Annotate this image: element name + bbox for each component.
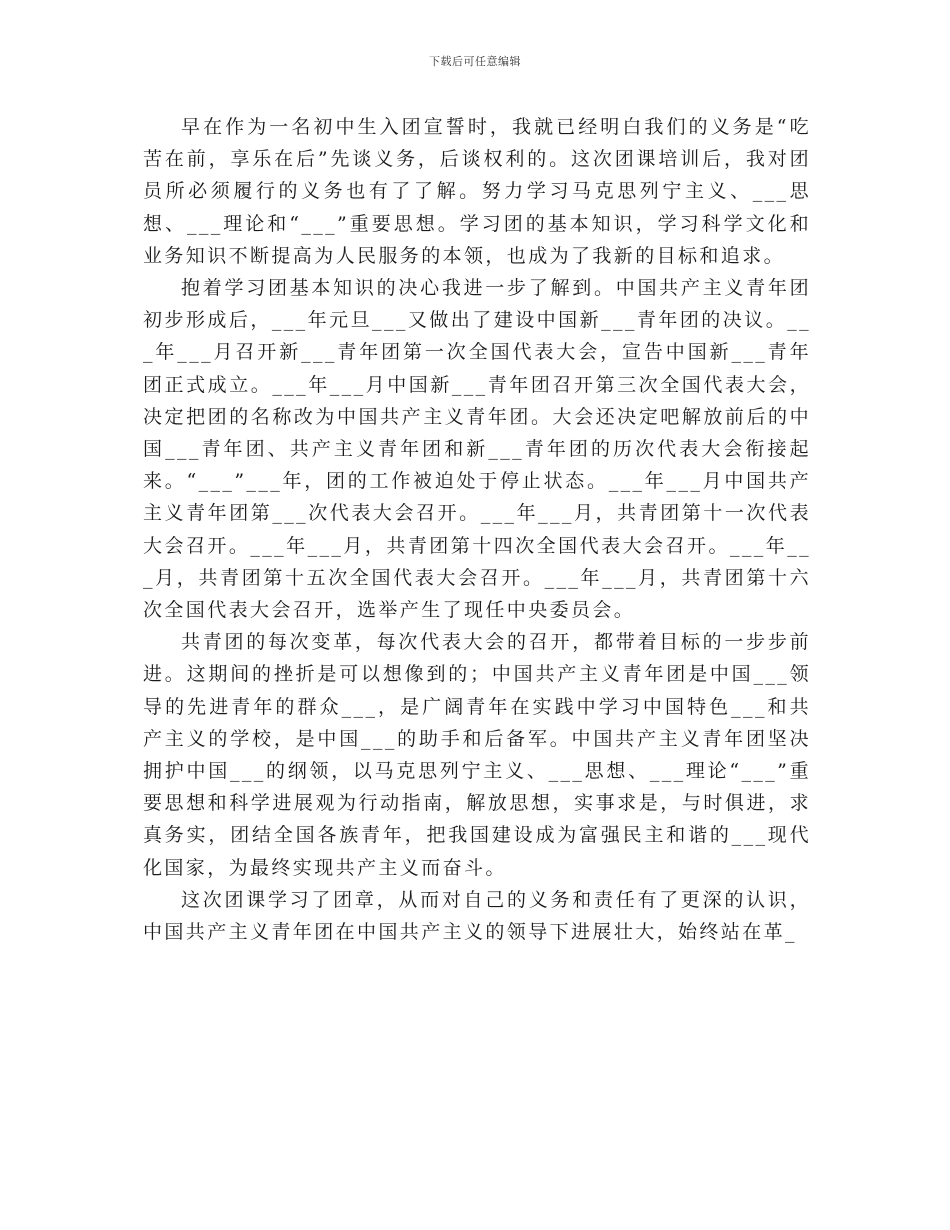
paragraph-1: 早在作为一名初中生入团宣誓时，我就已经明白我们的义务是“吃苦在前，享乐在后”先谈义务，后谈权利的。这次团课培训后，我对团员所必须履行的义务也有了了解。努力学习马克思列宁主义、___思想、___理论和“___”重要思想。学习团的基本知识，学习科学文化和业务知识不断提高为人民服务的本领，也成为了我新的目标和追求。 [143, 116, 811, 267]
paragraph-2: 抱着学习团基本知识的决心我进一步了解到。中国共产主义青年团初步形成后，___年元旦___又做出了建设中国新___青年团的决议。___年___月召开新___青年团第一次全国代表大会，宣告中国新___青年团正式成立。___年___月中国新___青年团召开第三次全国代表大会，决定把团的名称改为中国共产主义青年团。大会还决定吧解放前后的中国___青年团、共产主义青年团和新___青年团的历次代表大会衔接起来。“___”___年，团的工作被迫处于停止状态。___年___月中国共产主义青年团第___次代表大会召开。___年___月，共青团第十一次代表大会召开。___年___月，共青团第十四次全国代表大会召开。___年___月，共青团第十五次全国代表大会召开。___年___月，共青团第十六次全国代表大会召开，选举产生了现任中央委员会。 [143, 277, 811, 622]
page-header: 下载后可任意编辑 [429, 55, 521, 68]
paragraph-4: 这次团课学习了团章，从而对自己的义务和责任有了更深的认识，中国共产主义青年团在中国共产主义的领导下进展壮大，始终站在革_ [143, 888, 811, 944]
paragraph-3: 共青团的每次变革，每次代表大会的召开，都带着目标的一步步前进。这期间的挫折是可以想像到的；中国共产主义青年团是中国___领导的先进青年的群众___，是广阔青年在实践中学习中国特色___和共产主义的学校，是中国___的助手和后备军。中国共产主义青年团坚决拥护中国___的纲领，以马克思列宁主义、___思想、___理论“___”重要思想和科学进展观为行动指南，解放思想，实事求是，与时俱进，求真务实，团结全国各族青年，把我国建设成为富强民主和谐的___现代化国家，为最终实现共产主义而奋斗。 [143, 631, 811, 879]
document-body [143, 111, 811, 948]
